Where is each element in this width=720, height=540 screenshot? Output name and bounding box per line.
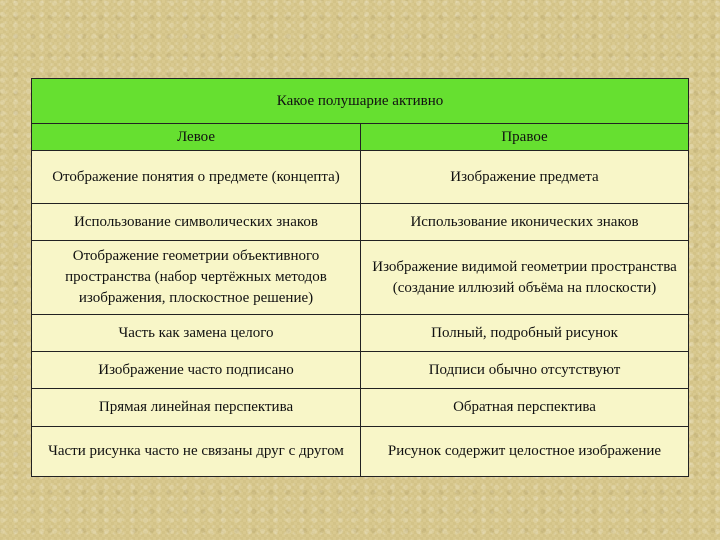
cell-right: Рисунок содержит целостное изображение: [361, 427, 689, 477]
cell-left: Части рисунка часто не связаны друг с другом: [32, 427, 361, 477]
column-header-right: Правое: [361, 124, 689, 151]
cell-left: Отображение понятия о предмете (концепта): [32, 151, 361, 204]
cell-right: Использование иконических знаков: [361, 204, 689, 241]
cell-right: Полный, подробный рисунок: [361, 315, 689, 352]
table-title: Какое полушарие активно: [32, 79, 689, 124]
table-row: [32, 315, 689, 352]
cell-right: Изображение предмета: [361, 151, 689, 204]
table-header-row: [32, 124, 689, 151]
cell-left: Изображение часто подписано: [32, 352, 361, 389]
cell-left: Отображение геометрии объективного пространства (набор чертёжных методов изображения, плоскостное решение): [32, 241, 361, 315]
table-row: [32, 352, 689, 389]
cell-left: Часть как замена целого: [32, 315, 361, 352]
table-row: [32, 241, 689, 315]
column-header-left: Левое: [32, 124, 361, 151]
table-row: [32, 389, 689, 427]
cell-left: Прямая линейная перспектива: [32, 389, 361, 427]
hemisphere-comparison-table: [31, 78, 689, 477]
table-row: [32, 427, 689, 477]
cell-right: Подписи обычно отсутствуют: [361, 352, 689, 389]
table-row: [32, 204, 689, 241]
table-row: [32, 151, 689, 204]
cell-right: Обратная перспектива: [361, 389, 689, 427]
cell-left: Использование символических знаков: [32, 204, 361, 241]
cell-right: Изображение видимой геометрии пространства (создание иллюзий объёма на плоскости): [361, 241, 689, 315]
table-title-row: [32, 79, 689, 124]
